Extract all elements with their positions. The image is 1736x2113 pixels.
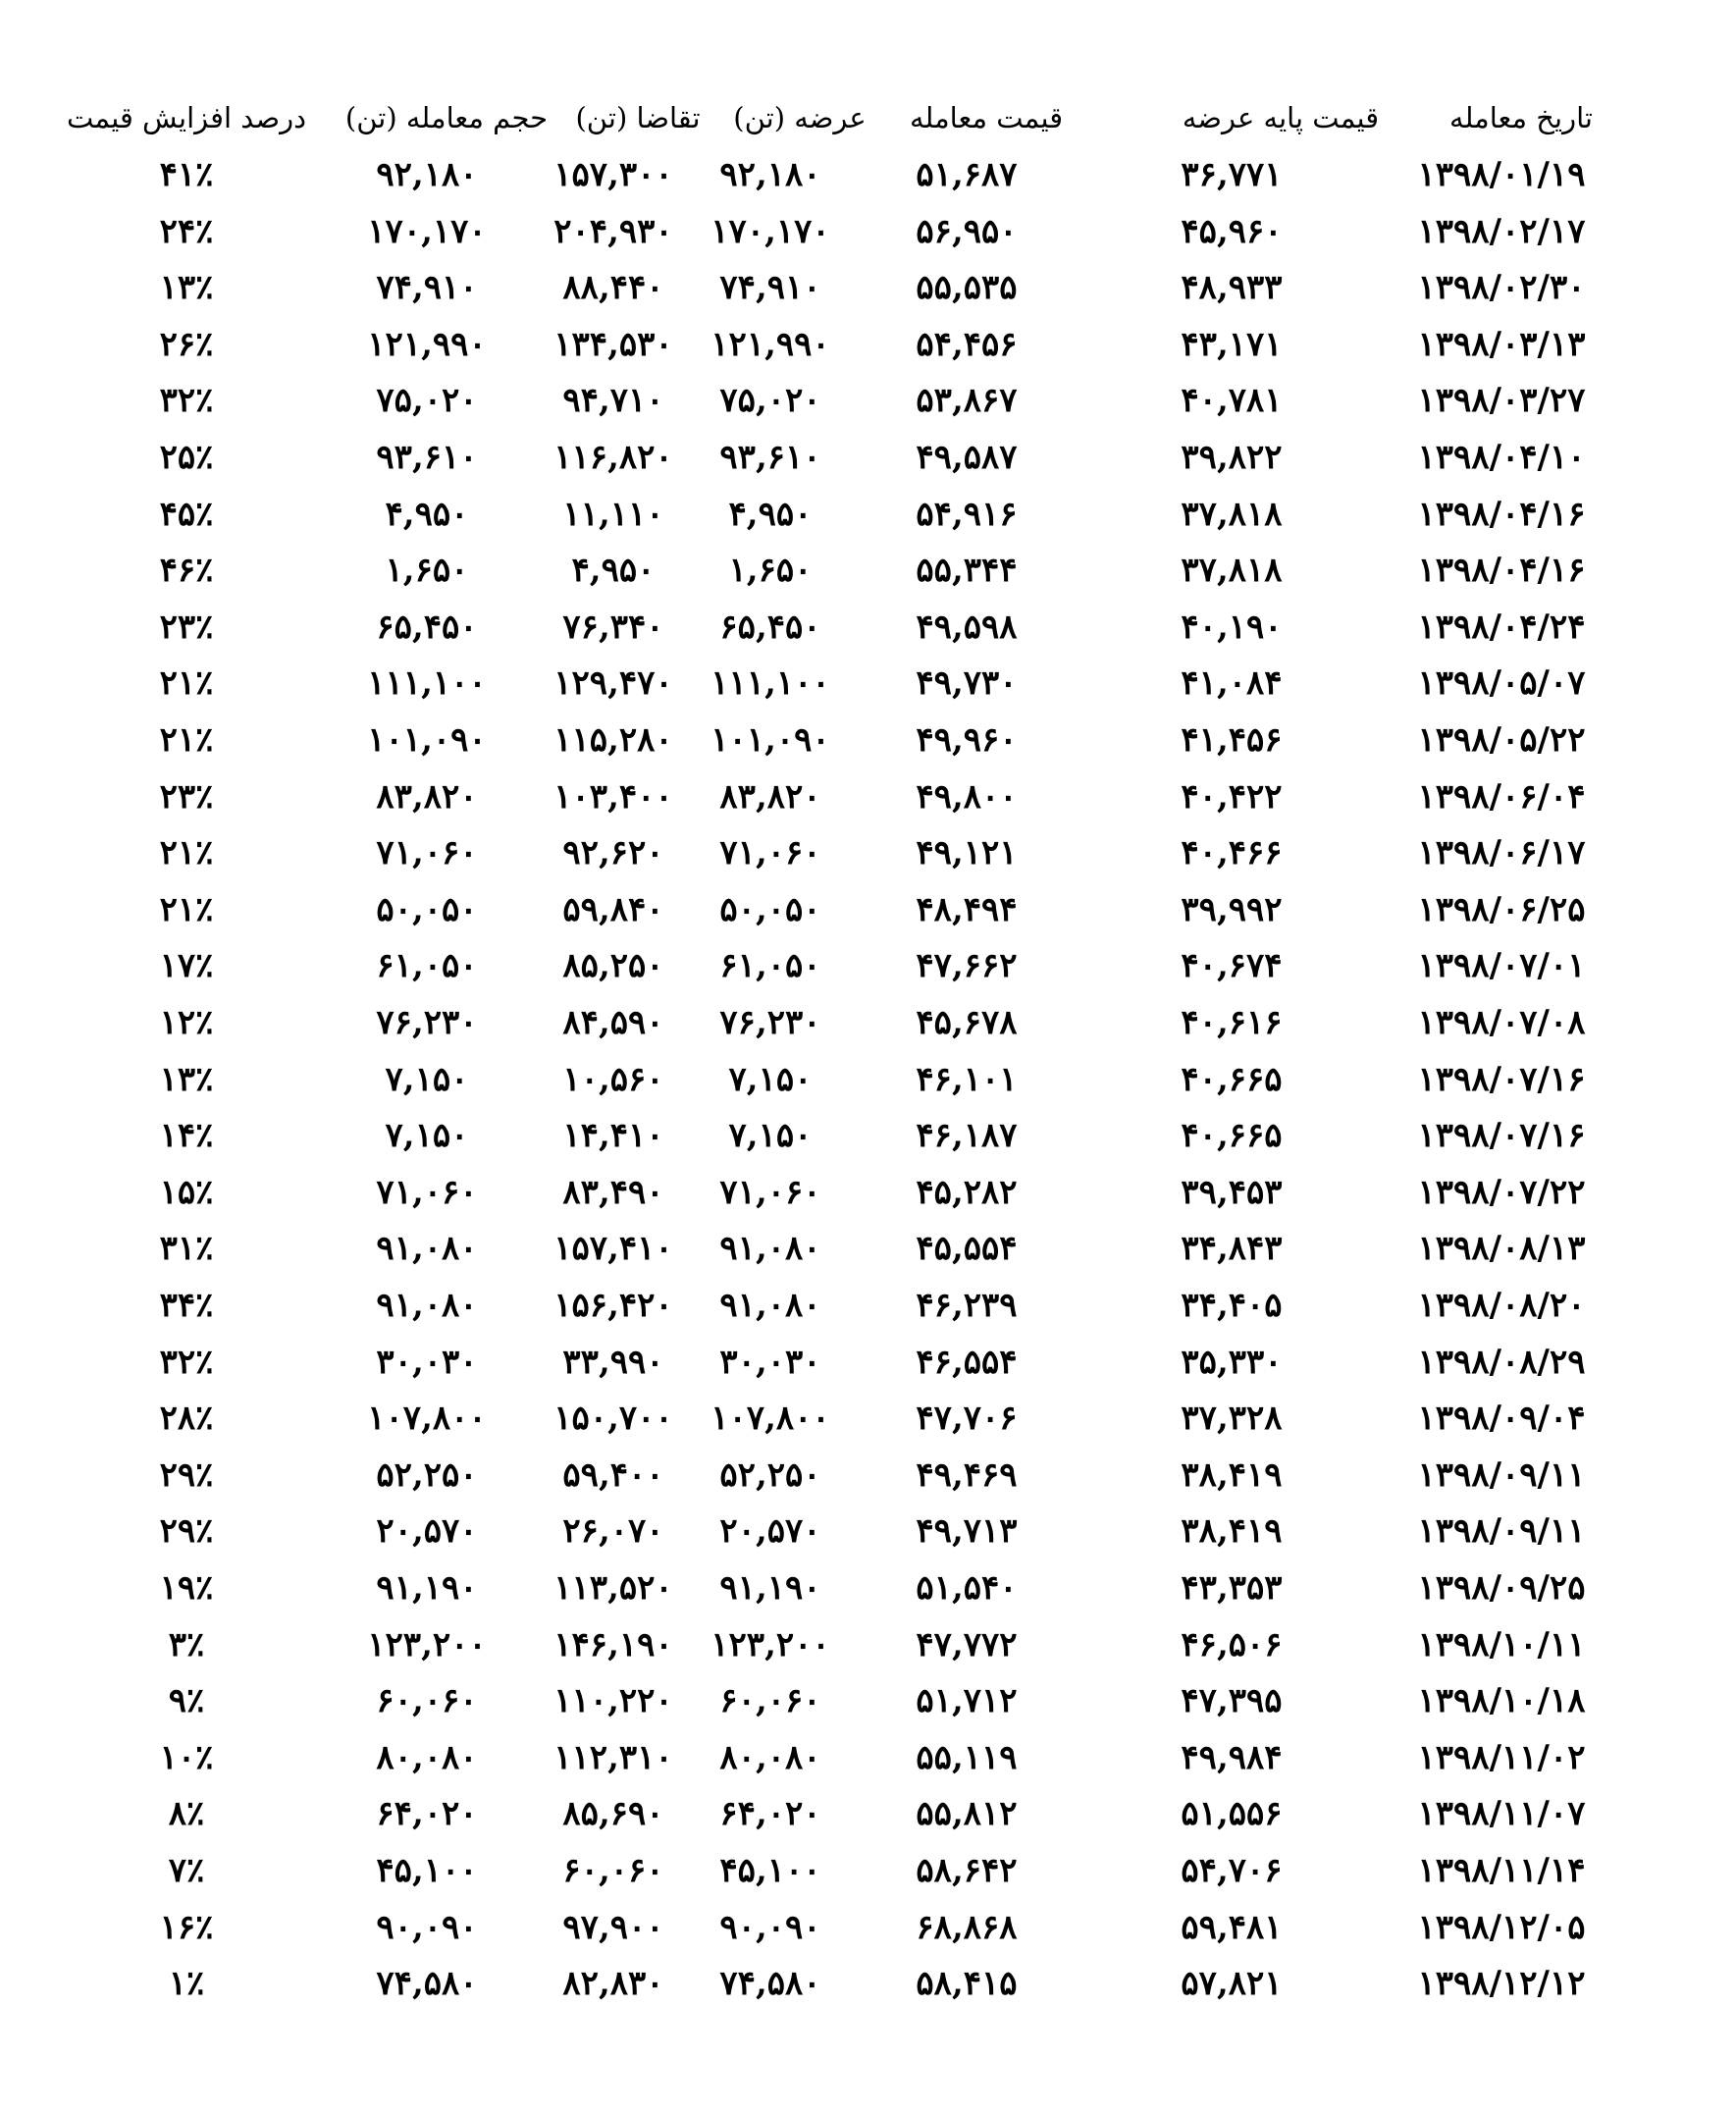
cell-demand: ۱۲۹,۴۷۰ bbox=[553, 663, 673, 704]
cell-demand: ۱۱۰,۲۲۰ bbox=[553, 1681, 673, 1721]
cell-trade-price: ۴۶,۱۸۷ bbox=[916, 1116, 1018, 1156]
cell-trade-volume: ۱۱۱,۱۰۰ bbox=[367, 663, 487, 704]
cell-trade-date: ۱۳۹۸/۰۶/۱۷ bbox=[1417, 833, 1586, 873]
table-row bbox=[0, 1448, 1736, 1504]
cell-trade-price: ۵۶,۹۵۰ bbox=[916, 211, 1018, 251]
table-row bbox=[0, 543, 1736, 599]
cell-price-increase: ۳۴٪ bbox=[159, 1286, 214, 1325]
table-row bbox=[0, 147, 1736, 203]
cell-base-price: ۴۰,۴۶۶ bbox=[1181, 833, 1283, 873]
cell-supply: ۵۲,۲۵۰ bbox=[719, 1454, 821, 1495]
cell-trade-price: ۴۷,۶۶۲ bbox=[916, 946, 1018, 986]
table-header-row bbox=[0, 90, 1736, 146]
table-row bbox=[0, 1673, 1736, 1729]
table-row bbox=[0, 882, 1736, 938]
cell-trade-price: ۴۹,۵۹۸ bbox=[916, 607, 1018, 647]
table-row bbox=[0, 825, 1736, 881]
cell-price-increase: ۸٪ bbox=[168, 1794, 205, 1834]
cell-base-price: ۴۰,۴۲۲ bbox=[1181, 776, 1283, 817]
cell-trade-date: ۱۳۹۸/۰۲/۳۰ bbox=[1417, 268, 1586, 308]
cell-demand: ۴,۹۵۰ bbox=[571, 551, 656, 591]
cell-base-price: ۴۰,۷۸۱ bbox=[1181, 381, 1283, 421]
cell-demand: ۶۰,۰۶۰ bbox=[562, 1851, 664, 1890]
cell-trade-volume: ۳۰,۰۳۰ bbox=[376, 1342, 478, 1382]
cell-trade-volume: ۶۱,۰۵۰ bbox=[376, 946, 478, 986]
cell-trade-date: ۱۳۹۸/۱۰/۱۸ bbox=[1417, 1681, 1586, 1721]
cell-trade-volume: ۵۲,۲۵۰ bbox=[376, 1454, 478, 1495]
cell-demand: ۹۷,۹۰۰ bbox=[562, 1907, 664, 1947]
cell-supply: ۱,۶۵۰ bbox=[728, 551, 813, 591]
cell-trade-volume: ۷,۱۵۰ bbox=[385, 1116, 469, 1156]
cell-trade-price: ۵۸,۴۱۵ bbox=[916, 1964, 1018, 2004]
cell-trade-volume: ۷۱,۰۶۰ bbox=[376, 833, 478, 873]
cell-trade-price: ۵۸,۶۴۲ bbox=[916, 1851, 1018, 1890]
table-row bbox=[0, 1165, 1736, 1221]
cell-trade-price: ۴۶,۵۵۴ bbox=[916, 1342, 1018, 1382]
cell-trade-date: ۱۳۹۸/۱۰/۱۱ bbox=[1417, 1624, 1586, 1664]
cell-trade-price: ۴۶,۲۳۹ bbox=[916, 1286, 1018, 1325]
table-row bbox=[0, 204, 1736, 260]
table-row bbox=[0, 1108, 1736, 1164]
cell-trade-volume: ۸۰,۰۸۰ bbox=[376, 1737, 478, 1777]
cell-supply: ۷۴,۹۱۰ bbox=[719, 268, 821, 308]
cell-supply: ۲۰,۵۷۰ bbox=[719, 1511, 821, 1552]
cell-base-price: ۴۶,۵۰۶ bbox=[1181, 1624, 1283, 1664]
table-row bbox=[0, 1560, 1736, 1616]
table-row bbox=[0, 995, 1736, 1051]
cell-price-increase: ۱۷٪ bbox=[159, 946, 214, 986]
header-demand: تقاضا (تن) bbox=[575, 101, 701, 134]
cell-trade-volume: ۷۶,۲۳۰ bbox=[376, 1003, 478, 1042]
header-trade-price: قیمت معامله bbox=[909, 101, 1064, 134]
cell-trade-price: ۴۹,۸۰۰ bbox=[916, 776, 1018, 817]
cell-demand: ۱۴۶,۱۹۰ bbox=[553, 1624, 673, 1664]
cell-base-price: ۴۰,۶۶۵ bbox=[1181, 1059, 1283, 1099]
cell-trade-volume: ۱۲۳,۲۰۰ bbox=[367, 1624, 487, 1664]
cell-trade-price: ۴۹,۷۳۰ bbox=[916, 663, 1018, 704]
cell-base-price: ۴۵,۹۶۰ bbox=[1181, 211, 1283, 251]
cell-trade-date: ۱۳۹۸/۰۷/۰۸ bbox=[1417, 1003, 1586, 1042]
table-row bbox=[0, 1052, 1736, 1108]
cell-price-increase: ۲۱٪ bbox=[159, 833, 214, 873]
cell-price-increase: ۷٪ bbox=[168, 1851, 205, 1890]
cell-supply: ۶۵,۴۵۰ bbox=[719, 607, 821, 647]
cell-trade-volume: ۱۲۱,۹۹۰ bbox=[367, 324, 487, 364]
cell-trade-price: ۵۵,۵۳۵ bbox=[916, 268, 1018, 308]
cell-trade-date: ۱۳۹۸/۰۹/۰۴ bbox=[1417, 1399, 1586, 1439]
cell-supply: ۹۱,۰۸۰ bbox=[719, 1229, 821, 1269]
cell-supply: ۴,۹۵۰ bbox=[728, 494, 813, 534]
table-row bbox=[0, 1786, 1736, 1842]
cell-price-increase: ۱۹٪ bbox=[159, 1568, 214, 1608]
cell-trade-date: ۱۳۹۸/۰۹/۱۱ bbox=[1417, 1454, 1586, 1495]
cell-trade-price: ۵۱,۶۸۷ bbox=[916, 155, 1018, 194]
cell-demand: ۸۴,۵۹۰ bbox=[562, 1003, 664, 1042]
cell-base-price: ۴۱,۴۵۶ bbox=[1181, 720, 1283, 760]
cell-demand: ۸۳,۴۹۰ bbox=[562, 1172, 664, 1212]
cell-trade-price: ۴۵,۲۸۲ bbox=[916, 1172, 1018, 1212]
cell-base-price: ۳۷,۸۱۸ bbox=[1181, 494, 1283, 534]
cell-supply: ۷۱,۰۶۰ bbox=[719, 833, 821, 873]
table-row bbox=[0, 1504, 1736, 1559]
cell-trade-date: ۱۳۹۸/۰۹/۲۵ bbox=[1417, 1568, 1586, 1608]
cell-price-increase: ۳٪ bbox=[168, 1624, 205, 1664]
cell-supply: ۹۲,۱۸۰ bbox=[719, 155, 821, 194]
cell-supply: ۶۰,۰۶۰ bbox=[719, 1681, 821, 1721]
cell-trade-date: ۱۳۹۸/۱۲/۱۲ bbox=[1417, 1964, 1586, 2004]
cell-demand: ۵۹,۴۰۰ bbox=[562, 1454, 664, 1495]
cell-demand: ۱۱۳,۵۲۰ bbox=[553, 1568, 673, 1608]
cell-trade-volume: ۹۰,۰۹۰ bbox=[376, 1907, 478, 1947]
cell-trade-volume: ۱۷۰,۱۷۰ bbox=[367, 211, 487, 251]
cell-base-price: ۴۳,۱۷۱ bbox=[1181, 324, 1283, 364]
cell-trade-price: ۴۵,۶۷۸ bbox=[916, 1003, 1018, 1042]
table-row bbox=[0, 656, 1736, 712]
cell-supply: ۹۰,۰۹۰ bbox=[719, 1907, 821, 1947]
cell-trade-volume: ۲۰,۵۷۰ bbox=[376, 1511, 478, 1552]
cell-price-increase: ۱۳٪ bbox=[159, 1059, 214, 1099]
cell-trade-date: ۱۳۹۸/۱۲/۰۵ bbox=[1417, 1907, 1586, 1947]
cell-demand: ۱۵۶,۴۲۰ bbox=[553, 1286, 673, 1325]
cell-base-price: ۳۶,۷۷۱ bbox=[1181, 155, 1283, 194]
cell-trade-date: ۱۳۹۸/۱۱/۰۲ bbox=[1417, 1737, 1586, 1777]
cell-demand: ۱۰,۵۶۰ bbox=[562, 1059, 664, 1099]
cell-price-increase: ۲۶٪ bbox=[159, 324, 214, 364]
cell-demand: ۱۴,۴۱۰ bbox=[562, 1116, 664, 1156]
cell-base-price: ۵۴,۷۰۶ bbox=[1181, 1851, 1283, 1890]
cell-demand: ۸۵,۲۵۰ bbox=[562, 946, 664, 986]
cell-trade-price: ۴۷,۷۰۶ bbox=[916, 1399, 1018, 1439]
cell-trade-price: ۴۵,۵۵۴ bbox=[916, 1229, 1018, 1269]
cell-supply: ۷,۱۵۰ bbox=[728, 1116, 813, 1156]
cell-trade-price: ۵۱,۵۴۰ bbox=[916, 1568, 1018, 1608]
cell-trade-date: ۱۳۹۸/۱۱/۱۴ bbox=[1417, 1851, 1586, 1890]
cell-demand: ۱۳۴,۵۳۰ bbox=[553, 324, 673, 364]
cell-base-price: ۳۷,۳۲۸ bbox=[1181, 1399, 1283, 1439]
cell-demand: ۱۰۳,۴۰۰ bbox=[553, 776, 673, 817]
cell-base-price: ۴۹,۹۸۴ bbox=[1181, 1737, 1283, 1777]
cell-trade-volume: ۶۴,۰۲۰ bbox=[376, 1794, 478, 1834]
cell-supply: ۴۵,۱۰۰ bbox=[719, 1851, 821, 1890]
cell-price-increase: ۲۵٪ bbox=[159, 438, 214, 477]
cell-trade-volume: ۸۳,۸۲۰ bbox=[376, 776, 478, 817]
cell-trade-price: ۴۷,۷۷۲ bbox=[916, 1624, 1018, 1664]
cell-trade-price: ۵۵,۸۱۲ bbox=[916, 1794, 1018, 1834]
table-row bbox=[0, 1617, 1736, 1673]
cell-price-increase: ۱۲٪ bbox=[159, 1003, 214, 1042]
cell-supply: ۹۱,۱۹۰ bbox=[719, 1568, 821, 1608]
cell-trade-price: ۴۹,۷۱۳ bbox=[916, 1511, 1018, 1552]
cell-trade-volume: ۶۵,۴۵۰ bbox=[376, 607, 478, 647]
cell-trade-price: ۴۹,۹۶۰ bbox=[916, 720, 1018, 760]
cell-trade-volume: ۷۴,۵۸۰ bbox=[376, 1964, 478, 2004]
table-row bbox=[0, 317, 1736, 373]
cell-supply: ۷,۱۵۰ bbox=[728, 1059, 813, 1099]
cell-trade-date: ۱۳۹۸/۰۶/۲۵ bbox=[1417, 889, 1586, 929]
cell-demand: ۱۵۷,۳۰۰ bbox=[553, 155, 673, 194]
cell-trade-date: ۱۳۹۸/۰۶/۰۴ bbox=[1417, 776, 1586, 817]
cell-base-price: ۳۹,۸۲۲ bbox=[1181, 438, 1283, 477]
cell-trade-volume: ۷۱,۰۶۰ bbox=[376, 1172, 478, 1212]
table-row bbox=[0, 1391, 1736, 1447]
cell-price-increase: ۴۱٪ bbox=[159, 155, 214, 194]
cell-supply: ۹۱,۰۸۰ bbox=[719, 1286, 821, 1325]
cell-price-increase: ۴۵٪ bbox=[159, 494, 214, 534]
cell-base-price: ۴۳,۳۵۳ bbox=[1181, 1568, 1283, 1608]
cell-trade-date: ۱۳۹۸/۰۸/۱۳ bbox=[1417, 1229, 1586, 1269]
cell-trade-date: ۱۳۹۸/۰۷/۱۶ bbox=[1417, 1059, 1586, 1099]
cell-price-increase: ۲۳٪ bbox=[159, 776, 214, 817]
cell-demand: ۱۵۷,۴۱۰ bbox=[553, 1229, 673, 1269]
cell-trade-volume: ۹۱,۱۹۰ bbox=[376, 1568, 478, 1608]
cell-price-increase: ۱۰٪ bbox=[159, 1737, 214, 1777]
cell-base-price: ۳۵,۳۳۰ bbox=[1181, 1342, 1283, 1382]
cell-trade-volume: ۹۱,۰۸۰ bbox=[376, 1229, 478, 1269]
cell-base-price: ۳۴,۴۰۵ bbox=[1181, 1286, 1283, 1325]
header-base-price: قیمت پایه عرضه bbox=[1182, 101, 1380, 134]
cell-trade-price: ۵۴,۴۵۶ bbox=[916, 324, 1018, 364]
table-row bbox=[0, 487, 1736, 543]
cell-trade-volume: ۶۰,۰۶۰ bbox=[376, 1681, 478, 1721]
cell-base-price: ۴۰,۶۷۴ bbox=[1181, 946, 1283, 986]
cell-trade-date: ۱۳۹۸/۰۲/۱۷ bbox=[1417, 211, 1586, 251]
cell-trade-date: ۱۳۹۸/۰۳/۲۷ bbox=[1417, 381, 1586, 421]
table-row bbox=[0, 1730, 1736, 1786]
table-row bbox=[0, 1278, 1736, 1334]
cell-price-increase: ۱۴٪ bbox=[159, 1116, 214, 1156]
cell-demand: ۱۵۰,۷۰۰ bbox=[553, 1399, 673, 1439]
cell-price-increase: ۲۱٪ bbox=[159, 720, 214, 760]
cell-base-price: ۳۹,۹۹۲ bbox=[1181, 889, 1283, 929]
cell-trade-volume: ۷۴,۹۱۰ bbox=[376, 268, 478, 308]
cell-supply: ۹۳,۶۱۰ bbox=[719, 438, 821, 477]
header-supply: عرضه (تن) bbox=[733, 101, 867, 134]
table-row bbox=[0, 260, 1736, 316]
cell-trade-price: ۴۹,۴۶۹ bbox=[916, 1454, 1018, 1495]
cell-trade-price: ۴۶,۱۰۱ bbox=[916, 1059, 1018, 1099]
cell-trade-volume: ۴۵,۱۰۰ bbox=[376, 1851, 478, 1890]
cell-demand: ۱۱۶,۸۲۰ bbox=[553, 438, 673, 477]
table-row bbox=[0, 1335, 1736, 1391]
cell-trade-volume: ۷,۱۵۰ bbox=[385, 1059, 469, 1099]
cell-trade-volume: ۷۵,۰۲۰ bbox=[376, 381, 478, 421]
cell-trade-volume: ۵۰,۰۵۰ bbox=[376, 889, 478, 929]
cell-price-increase: ۴۶٪ bbox=[159, 551, 214, 591]
cell-demand: ۱۱۵,۲۸۰ bbox=[553, 720, 673, 760]
cell-trade-date: ۱۳۹۸/۰۴/۱۰ bbox=[1417, 438, 1586, 477]
cell-trade-date: ۱۳۹۸/۱۱/۰۷ bbox=[1417, 1794, 1586, 1834]
cell-trade-date: ۱۳۹۸/۰۵/۰۷ bbox=[1417, 663, 1586, 704]
cell-base-price: ۵۹,۴۸۱ bbox=[1181, 1907, 1283, 1947]
cell-demand: ۲۰۴,۹۳۰ bbox=[553, 211, 673, 251]
cell-base-price: ۴۷,۳۹۵ bbox=[1181, 1681, 1283, 1721]
cell-trade-date: ۱۳۹۸/۰۷/۲۲ bbox=[1417, 1172, 1586, 1212]
cell-trade-date: ۱۳۹۸/۰۸/۲۰ bbox=[1417, 1286, 1586, 1325]
cell-trade-price: ۵۳,۸۶۷ bbox=[916, 381, 1018, 421]
cell-price-increase: ۲۳٪ bbox=[159, 607, 214, 647]
cell-trade-date: ۱۳۹۸/۰۳/۱۳ bbox=[1417, 324, 1586, 364]
cell-supply: ۶۴,۰۲۰ bbox=[719, 1794, 821, 1834]
cell-demand: ۸۲,۸۳۰ bbox=[562, 1964, 664, 2004]
cell-trade-price: ۶۸,۸۶۸ bbox=[916, 1907, 1018, 1947]
cell-trade-date: ۱۳۹۸/۰۴/۱۶ bbox=[1417, 551, 1586, 591]
cell-supply: ۱۲۱,۹۹۰ bbox=[710, 324, 830, 364]
cell-trade-volume: ۱۰۱,۰۹۰ bbox=[367, 720, 487, 760]
cell-trade-volume: ۱۰۷,۸۰۰ bbox=[367, 1399, 487, 1439]
cell-supply: ۱۲۳,۲۰۰ bbox=[710, 1624, 830, 1664]
cell-trade-date: ۱۳۹۸/۰۷/۰۱ bbox=[1417, 946, 1586, 986]
cell-supply: ۵۰,۰۵۰ bbox=[719, 889, 821, 929]
cell-base-price: ۴۰,۶۶۵ bbox=[1181, 1116, 1283, 1156]
cell-demand: ۹۴,۷۱۰ bbox=[562, 381, 664, 421]
cell-price-increase: ۲۱٪ bbox=[159, 889, 214, 929]
header-price-increase: درصد افزایش قیمت bbox=[66, 101, 307, 134]
cell-demand: ۷۶,۳۴۰ bbox=[562, 607, 664, 647]
cell-supply: ۷۶,۲۳۰ bbox=[719, 1003, 821, 1042]
cell-trade-price: ۴۹,۵۸۷ bbox=[916, 438, 1018, 477]
cell-demand: ۱۱,۱۱۰ bbox=[562, 494, 664, 534]
cell-demand: ۹۲,۶۲۰ bbox=[562, 833, 664, 873]
cell-trade-volume: ۴,۹۵۰ bbox=[385, 494, 469, 534]
cell-price-increase: ۹٪ bbox=[168, 1681, 205, 1721]
cell-base-price: ۴۰,۶۱۶ bbox=[1181, 1003, 1283, 1042]
cell-trade-volume: ۱,۶۵۰ bbox=[385, 551, 469, 591]
cell-price-increase: ۳۲٪ bbox=[159, 1342, 214, 1382]
table-row bbox=[0, 713, 1736, 768]
cell-base-price: ۳۷,۸۱۸ bbox=[1181, 551, 1283, 591]
cell-demand: ۲۶,۰۷۰ bbox=[562, 1511, 664, 1552]
table-row bbox=[0, 600, 1736, 656]
cell-price-increase: ۲۸٪ bbox=[159, 1399, 214, 1439]
cell-base-price: ۵۱,۵۵۶ bbox=[1181, 1794, 1283, 1834]
table-row bbox=[0, 430, 1736, 486]
cell-demand: ۵۹,۸۴۰ bbox=[562, 889, 664, 929]
cell-price-increase: ۳۲٪ bbox=[159, 381, 214, 421]
cell-demand: ۸۸,۴۴۰ bbox=[562, 268, 664, 308]
cell-base-price: ۳۹,۴۵۳ bbox=[1181, 1172, 1283, 1212]
header-trade-date: تاریخ معامله bbox=[1449, 101, 1593, 134]
cell-trade-price: ۵۱,۷۱۲ bbox=[916, 1681, 1018, 1721]
cell-supply: ۷۴,۵۸۰ bbox=[719, 1964, 821, 2004]
cell-price-increase: ۱۶٪ bbox=[159, 1907, 214, 1947]
cell-trade-price: ۴۹,۱۲۱ bbox=[916, 833, 1018, 873]
header-trade-volume: حجم معامله (تن) bbox=[344, 101, 549, 134]
cell-supply: ۱۰۷,۸۰۰ bbox=[710, 1399, 830, 1439]
cell-base-price: ۳۴,۸۴۳ bbox=[1181, 1229, 1283, 1269]
cell-price-increase: ۳۱٪ bbox=[159, 1229, 214, 1269]
cell-supply: ۷۱,۰۶۰ bbox=[719, 1172, 821, 1212]
cell-trade-volume: ۹۲,۱۸۰ bbox=[376, 155, 478, 194]
cell-supply: ۱۰۱,۰۹۰ bbox=[710, 720, 830, 760]
cell-base-price: ۴۸,۹۳۳ bbox=[1181, 268, 1283, 308]
table-row bbox=[0, 938, 1736, 994]
cell-price-increase: ۲۴٪ bbox=[159, 211, 214, 251]
cell-base-price: ۳۸,۴۱۹ bbox=[1181, 1511, 1283, 1552]
cell-trade-price: ۴۸,۴۹۴ bbox=[916, 889, 1018, 929]
cell-trade-price: ۵۵,۳۴۴ bbox=[916, 551, 1018, 591]
cell-price-increase: ۱٪ bbox=[168, 1964, 205, 2004]
cell-trade-price: ۵۴,۹۱۶ bbox=[916, 494, 1018, 534]
table-row bbox=[0, 1843, 1736, 1899]
cell-trade-date: ۱۳۹۸/۰۹/۱۱ bbox=[1417, 1511, 1586, 1552]
cell-price-increase: ۱۳٪ bbox=[159, 268, 214, 308]
cell-trade-date: ۱۳۹۸/۰۴/۲۴ bbox=[1417, 607, 1586, 647]
cell-trade-price: ۵۵,۱۱۹ bbox=[916, 1737, 1018, 1777]
cell-base-price: ۴۱,۰۸۴ bbox=[1181, 663, 1283, 704]
cell-demand: ۳۳,۹۹۰ bbox=[562, 1342, 664, 1382]
cell-supply: ۷۵,۰۲۰ bbox=[719, 381, 821, 421]
cell-supply: ۳۰,۰۳۰ bbox=[719, 1342, 821, 1382]
table-row bbox=[0, 1956, 1736, 2012]
cell-price-increase: ۱۵٪ bbox=[159, 1172, 214, 1212]
cell-trade-volume: ۹۱,۰۸۰ bbox=[376, 1286, 478, 1325]
table-row bbox=[0, 373, 1736, 429]
cell-supply: ۸۰,۰۸۰ bbox=[719, 1737, 821, 1777]
cell-demand: ۸۵,۶۹۰ bbox=[562, 1794, 664, 1834]
table-row bbox=[0, 769, 1736, 825]
cell-price-increase: ۲۹٪ bbox=[159, 1454, 214, 1495]
cell-base-price: ۴۰,۱۹۰ bbox=[1181, 607, 1283, 647]
cell-trade-date: ۱۳۹۸/۰۷/۱۶ bbox=[1417, 1116, 1586, 1156]
cell-base-price: ۳۸,۴۱۹ bbox=[1181, 1454, 1283, 1495]
cell-trade-date: ۱۳۹۸/۰۱/۱۹ bbox=[1417, 155, 1586, 194]
cell-trade-date: ۱۳۹۸/۰۸/۲۹ bbox=[1417, 1342, 1586, 1382]
table-row bbox=[0, 1221, 1736, 1277]
cell-demand: ۱۱۲,۳۱۰ bbox=[553, 1737, 673, 1777]
cell-supply: ۸۳,۸۲۰ bbox=[719, 776, 821, 817]
table-row bbox=[0, 1900, 1736, 1956]
cell-trade-date: ۱۳۹۸/۰۴/۱۶ bbox=[1417, 494, 1586, 534]
cell-price-increase: ۲۱٪ bbox=[159, 663, 214, 704]
cell-base-price: ۵۷,۸۲۱ bbox=[1181, 1964, 1283, 2004]
cell-supply: ۱۱۱,۱۰۰ bbox=[710, 663, 830, 704]
cell-price-increase: ۲۹٪ bbox=[159, 1511, 214, 1552]
cell-supply: ۱۷۰,۱۷۰ bbox=[710, 211, 830, 251]
cell-supply: ۶۱,۰۵۰ bbox=[719, 946, 821, 986]
cell-trade-volume: ۹۳,۶۱۰ bbox=[376, 438, 478, 477]
cell-trade-date: ۱۳۹۸/۰۵/۲۲ bbox=[1417, 720, 1586, 760]
